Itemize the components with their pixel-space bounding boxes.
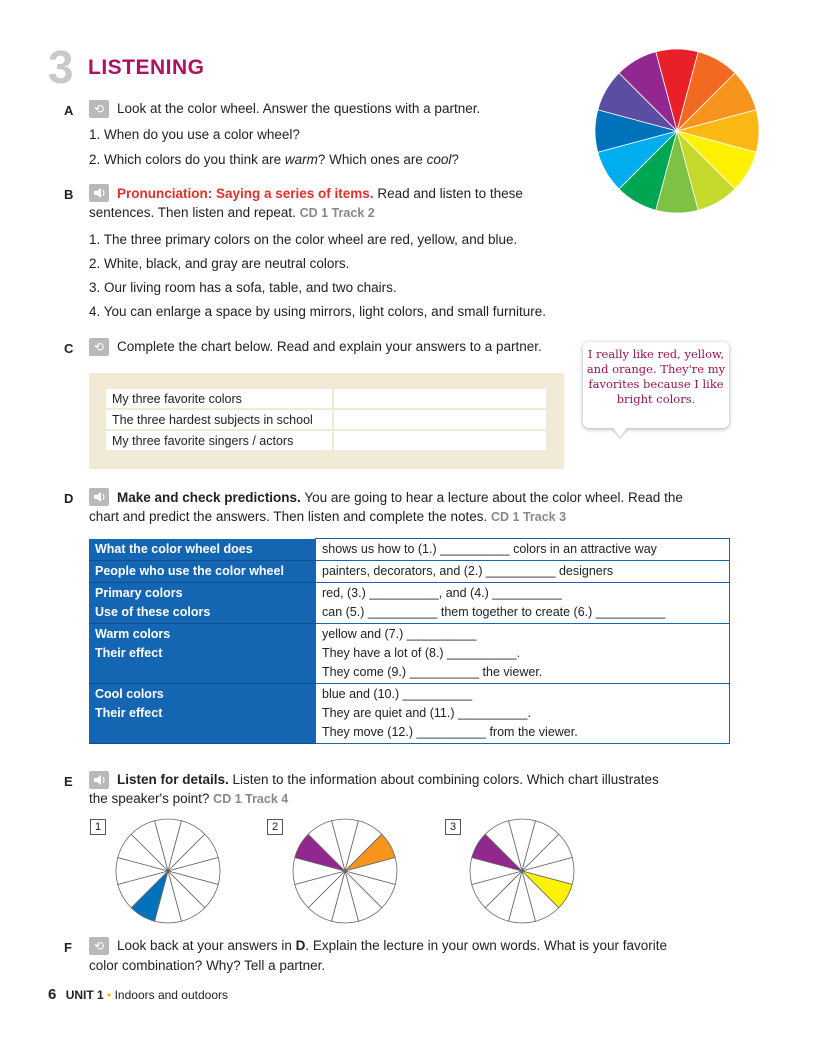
answer-cell[interactable] — [333, 409, 547, 430]
row-label: Primary colors Use of these colors — [89, 583, 316, 624]
row-value: painters, decorators, and (2.) __________ designers — [316, 561, 730, 583]
b-item-2: 2. White, black, and gray are neutral colors. — [89, 256, 350, 271]
d-instruction: Make and check predictions. You are going to hear a lecture about the color wheel. Read the — [117, 490, 683, 505]
pair-work-icon: ⟲ — [89, 100, 109, 118]
speech-bubble: I really like red, yellow, and orange. They're my favorites because I like bright colors. — [583, 342, 729, 428]
row-label: People who use the color wheel — [89, 561, 316, 583]
pair-work-icon: ⟲ — [89, 338, 109, 356]
choice-label-2: 2 — [267, 819, 283, 835]
table-row — [89, 684, 730, 744]
page-footer: 6 UNIT 1 • Indoors and outdoors — [48, 986, 229, 1003]
e-instruction: Listen for details. Listen to the information about combining colors. Which chart illustrates — [117, 772, 659, 787]
unit-label: UNIT 1 — [65, 988, 104, 1002]
table-row — [89, 624, 730, 684]
row-value: red, (3.) __________, and (4.) __________ can (5.) __________ them together to create (6.) __________ — [316, 583, 730, 624]
a-instruction: Look at the color wheel. Answer the questions with a partner. — [117, 101, 481, 116]
letter-d: D — [64, 491, 74, 506]
chart-row-label: The three hardest subjects in school — [105, 409, 333, 430]
choice-label-1: 1 — [90, 819, 106, 835]
b-track: CD 1 Track 2 — [299, 206, 375, 220]
speech-bubble-tail — [612, 427, 628, 437]
table-row — [89, 583, 730, 624]
letter-e: E — [64, 774, 73, 789]
a-question-2: 2. Which colors do you think are warm? Which ones are cool? — [89, 152, 459, 167]
table-row — [105, 430, 547, 451]
row-label: What the color wheel does — [89, 539, 316, 561]
answer-cell[interactable] — [333, 388, 547, 409]
table-row — [89, 561, 730, 583]
f-instruction-2: color combination? Why? Tell a partner. — [89, 958, 326, 973]
table-row — [105, 388, 547, 409]
letter-c: C — [64, 341, 74, 356]
choice-label-3: 3 — [445, 819, 461, 835]
row-value: shows us how to (1.) __________ colors in an attractive way — [316, 539, 730, 561]
choice-wheel-2[interactable] — [291, 817, 399, 925]
color-wheel — [594, 48, 760, 214]
unit-title: Indoors and outdoors — [114, 988, 229, 1002]
section-number: 3 — [48, 41, 74, 93]
row-value: yellow and (7.) __________ They have a lot of (8.) __________. They come (9.) __________ the viewer. — [316, 624, 730, 684]
audio-icon[interactable] — [89, 771, 109, 789]
audio-icon[interactable] — [89, 488, 109, 506]
b-item-1: 1. The three primary colors on the color wheel are red, yellow, and blue. — [89, 232, 518, 247]
chart-row-label: My three favorite colors — [105, 388, 333, 409]
answer-cell[interactable] — [333, 430, 547, 451]
b-instruction-2: sentences. Then listen and repeat. CD 1 Track 2 — [89, 205, 375, 220]
favorites-chart — [89, 373, 564, 469]
f-instruction: Look back at your answers in D. Explain the lecture in your own words. What is your favorite — [117, 938, 668, 953]
b-instruction: Pronunciation: Saying a series of items. Read and listen to these — [117, 186, 523, 201]
row-label: Warm colors Their effect — [89, 624, 316, 684]
e-instruction-2: the speaker's point? CD 1 Track 4 — [89, 791, 289, 806]
row-value: blue and (10.) __________ They are quiet and (11.) __________. They move (12.) __________ from the viewer. — [316, 684, 730, 744]
row-label: Cool colors Their effect — [89, 684, 316, 744]
pair-work-icon: ⟲ — [89, 937, 109, 955]
letter-a: A — [64, 103, 74, 118]
d-instruction-2: chart and predict the answers. Then listen and complete the notes. CD 1 Track 3 — [89, 509, 567, 524]
b-item-3: 3. Our living room has a sofa, table, and two chairs. — [89, 280, 397, 295]
page-number: 6 — [48, 986, 57, 1003]
letter-b: B — [64, 187, 74, 202]
d-track: CD 1 Track 3 — [491, 510, 567, 524]
choice-wheel-3[interactable] — [468, 817, 576, 925]
section-title: LISTENING — [88, 56, 205, 79]
chart-row-label: My three favorite singers / actors — [105, 430, 333, 451]
letter-f: F — [64, 940, 72, 955]
table-row — [89, 539, 730, 561]
b-item-4: 4. You can enlarge a space by using mirrors, light colors, and small furniture. — [89, 304, 546, 319]
table-row — [105, 409, 547, 430]
e-track: CD 1 Track 4 — [213, 792, 289, 806]
audio-icon[interactable] — [89, 184, 109, 202]
c-instruction: Complete the chart below. Read and explain your answers to a partner. — [117, 339, 542, 354]
choice-wheel-1[interactable] — [114, 817, 222, 925]
lecture-notes-table — [89, 538, 730, 744]
a-question-1: 1. When do you use a color wheel? — [89, 127, 300, 142]
